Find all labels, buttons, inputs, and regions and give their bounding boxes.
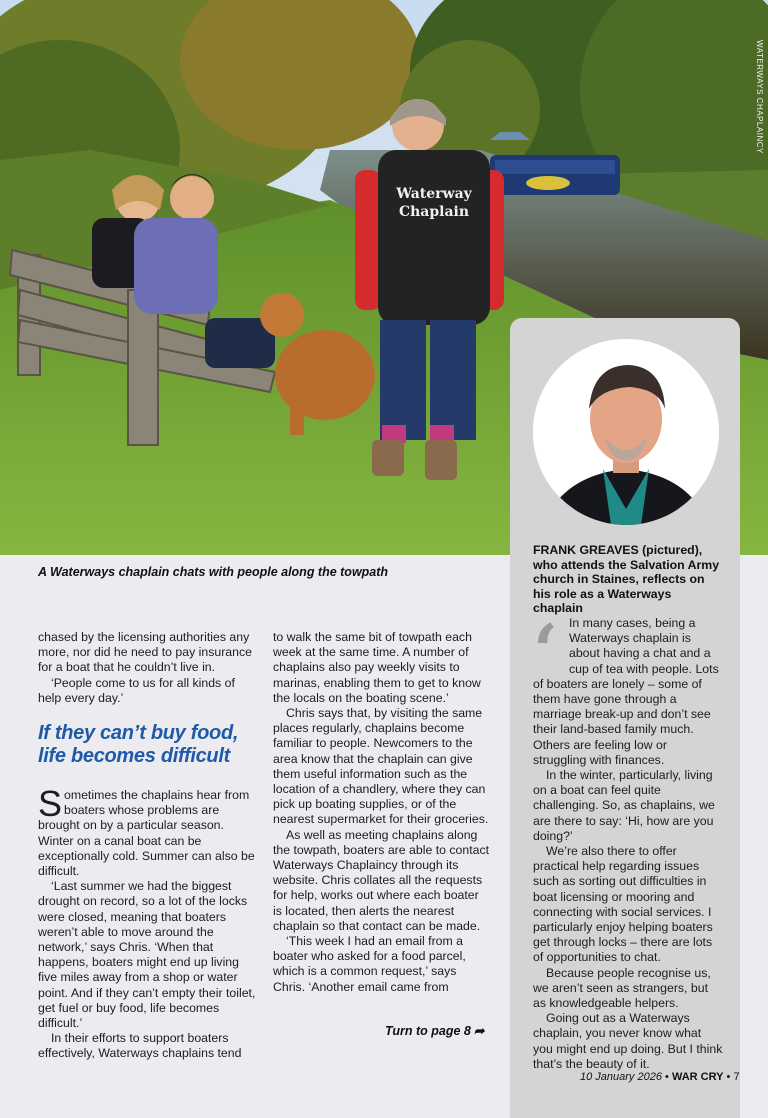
- vest-text-line2: Chaplain: [398, 204, 470, 220]
- subheading: If they can’t buy food, life becomes difficult: [38, 722, 239, 768]
- turn-label: Turn to page 8: [385, 1024, 471, 1038]
- paragraph: ‘People come to us for all kinds of help every day.’: [38, 675, 235, 705]
- paragraph: Chris says that, by visiting the same places regularly, chaplains become familiar to people. Newcomers to the area know that the chaplain can give them useful information such as the location of a chandlery, where they can pick up boating supplies, or of the nearest supermarket for their groceries.: [273, 706, 489, 827]
- turn-to-page-link[interactable]: [385, 1023, 484, 1038]
- dropcap-letter: S: [38, 783, 63, 825]
- paragraph-text: ometimes the chaplains hear from boaters whose problems are brought on by a particular season. Winter on a canal boat can be exceptionally cold. Summer can also be difficult.: [38, 788, 255, 879]
- paragraph: to walk the same bit of towpath each week at the same time. A number of chaplains also pay weekly visits to marinas, enabling them to get to know the locals on the boating scene.’: [273, 630, 481, 705]
- paragraph: Going out as a Waterways chaplain, you never know what you might end up doing. But I think that’s the beauty of it.: [533, 1011, 723, 1071]
- page-footer: [580, 1071, 740, 1083]
- paragraph: Because people recognise us, we aren’t seen as strangers, but as knowledgeable helpers.: [533, 965, 711, 1011]
- page-number: 7: [733, 1071, 740, 1083]
- issue-date: 10 January 2026: [580, 1071, 662, 1083]
- sidebar-body: [533, 608, 723, 1072]
- paragraph: As well as meeting chaplains along the towpath, boaters are able to contact Waterways Chaplaincy through its website. Chris collates all the requests for help, works out where each boater is located, then alerts the nearest chaplain so that contact can be made.: [273, 827, 490, 933]
- paragraph: In their efforts to support boaters effectively, Waterways chaplains tend: [38, 1031, 242, 1061]
- arrow-right-icon: ➦: [473, 1024, 485, 1038]
- article-column-1: [38, 630, 260, 1062]
- paragraph: We’re also there to offer practical help regarding issues such as sorting out difficulties in boat licensing or mooring and connecting with social services. I particularly enjoy helping boaters get through locks – there are lots of opportunities to chat.: [533, 844, 713, 965]
- paragraph: chased by the licensing authorities any more, nor did he need to pay insurance for a boat that he couldn’t live in.: [38, 630, 252, 675]
- sidebar-intro: FRANK GREAVES (pictured), who attends the Salvation Army church in Staines, reflects on his role as a Waterways chaplain: [533, 543, 720, 616]
- vest-text-line1: Waterway: [396, 186, 472, 202]
- paragraph: ‘Last summer we had the biggest drought on record, so a lot of the locks were closed, meaning that boaters weren’t able to move around the network,’ says Chris. ‘When that happens, boaters might end up living five miles away from a shop or water point. And if they can’t empty their toilet, get fuel or buy food, life becomes difficult.’: [38, 879, 256, 1031]
- paragraph: ‘This week I had an email from a boater who asked for a food parcel, which is a common request,’ says Chris. ‘Another email came from: [273, 934, 466, 994]
- magazine-name: WAR CRY: [671, 1071, 724, 1083]
- paragraph-with-dropcap: [38, 783, 260, 879]
- photo-credit: WATERWAYS CHAPLAINCY: [755, 40, 764, 154]
- paragraph: In the winter, particularly, living on a boat can feel quite challenging. So, as chaplains, we are there to say: ‘Hi, how are you doing?’: [533, 768, 715, 843]
- quote-mark-icon: ‘: [533, 608, 559, 693]
- separator: •: [665, 1071, 669, 1083]
- separator: •: [726, 1071, 731, 1083]
- photo-caption: A Waterways chaplain chats with people along the towpath: [38, 565, 389, 579]
- paragraph: [533, 608, 723, 768]
- portrait-photo: [533, 339, 719, 525]
- article-column-2: [273, 630, 491, 995]
- paragraph-text: In many cases, being a Waterways chaplain is about having a chat and a cup of tea with people. Lots of boaters are lonely – some of them have gone through a marriage break-up and don’t see their land-based family much. Others are feeling low or struggling with finances.: [533, 616, 719, 767]
